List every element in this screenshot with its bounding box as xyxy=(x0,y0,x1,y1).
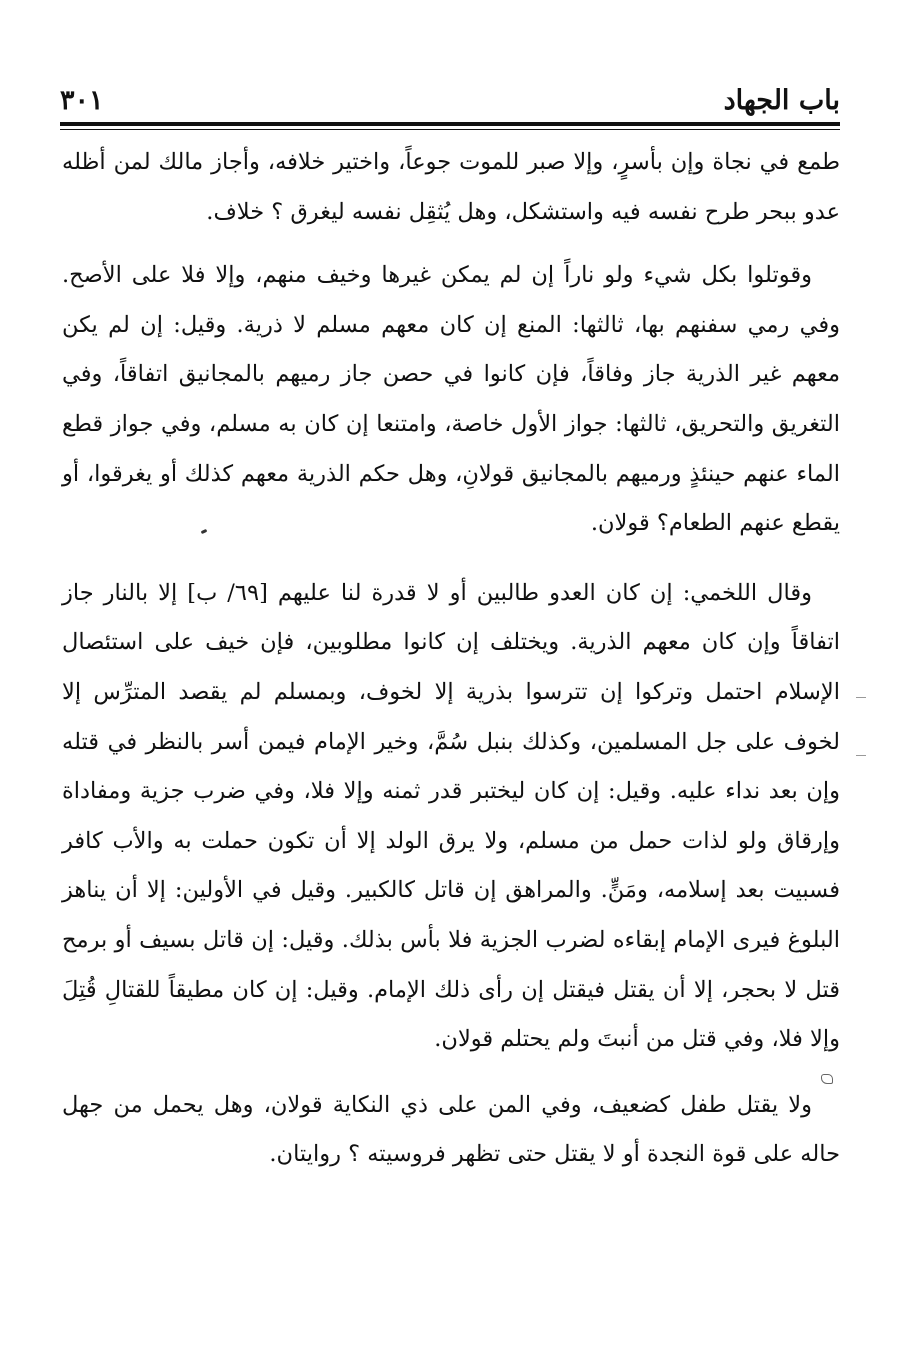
paragraph-4: ولا يقتل طفل كضعيف، وفي المن على ذي النكاية قولان، وهل يحمل من جهل حاله على قوة النجدة أو لا يقتل حتى تظهر فروسيته ؟ روايتان. xyxy=(62,1091,840,1168)
body-text xyxy=(62,138,840,1180)
chapter-title: باب الجهاد xyxy=(723,85,840,116)
paragraph-3: وقال اللخمي: إن كان العدو طالبين أو لا قدرة لنا عليهم [٦٩/ ب] إلا بالنار جاز اتفاقاً وإن كان معهم الذرية. ويختلف إن كانوا مطلوبين، فإن خيف على استئصال الإسلام احتمل وتركوا إن تترسوا بذرية إلا لخوف، وبمسلم لم يقصد المترِّس إلا لخوف على جل المسلمين، وكذلك بنبل سُمَّ، وخير الإمام فيمن أسر بالنظر في قتله وإن بعد نداء عليه. وقيل: إن كان ليختبر قدر ثمنه وإلا فلا، وفي ضرب جزية ومفاداة وإرقاق ولو لذات حمل من مسلم، ولا يرق الولد إلا أن تكون حملت به والأب كافر فسبيت بعد إسلامه، ومَنٍّ. والمراهق إن قاتل كالكبير. وقيل في الأولين: إلا أن يناهز البلوغ فيرى الإمام إبقاءه لضرب الجزية فلا بأس بذلك. وقيل: إن قاتل بسيف أو برمح قتل لا بحجر، إلا أن يقتل فيقتل إن رأى ذلك الإمام. وقيل: إن كان مطيقاً للقتالِ قُتِلَ وإلا فلا، وفي قتل من أنبتَ ولم يحتلم قولان. xyxy=(62,579,840,1053)
running-head xyxy=(60,74,840,114)
page-number: ٣٠١ xyxy=(60,85,104,116)
margin-tick xyxy=(856,697,866,698)
paragraph-1: طمع في نجاة وإن بأسرٍ، وإلا صبر للموت جوعاً، واختير خلافه، وأجاز مالك لمن أظله عدو ببحر طرح نفسه فيه واستشكل، وهل يُثقِل نفسه ليغرق ؟ خلاف. xyxy=(62,149,840,225)
paragraph-gap xyxy=(62,1065,840,1081)
paragraph-gap xyxy=(62,549,840,569)
margin-tick xyxy=(856,755,866,756)
header-rule-thin xyxy=(60,129,840,130)
paragraph-2: وقوتلوا بكل شيء ولو ناراً إن لم يمكن غيرها وخيف منهم، وإلا فلا على الأصح. وفي رمي سفنهم بها، ثالثها: المنع إن كان معهم مسلم لا ذرية. وقيل: إن لم يكن معهم غير الذرية جاز وفاقاً، فإن كانوا في حصن جاز رميهم بالمجانيق اتفاقاً، وفي التغريق والتحريق، ثالثها: جواز الأول خاصة، وامتنعا إن كان به مسلم، وفي جواز قطع الماء عنهم حينئذٍ ورميهم بالمجانيق قولانِ، وهل حكم الذرية معهم كذلك أو يغرقوا، أو يقطع عنهم الطعام؟ قولان. xyxy=(62,262,840,537)
header-rule-thick xyxy=(60,122,840,126)
scan-mark xyxy=(821,1074,833,1084)
paragraph-gap xyxy=(62,237,840,251)
